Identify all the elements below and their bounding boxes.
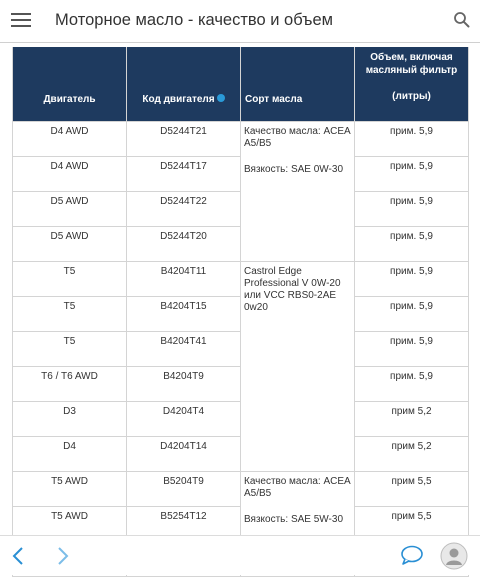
cell-engine: D4: [13, 437, 127, 472]
table-header-row: [13, 47, 469, 122]
column-header-engine-code: Код двигателя: [127, 47, 241, 122]
cell-engine: D4 AWD: [13, 157, 127, 192]
cell-engine-code: D5244T20: [127, 227, 241, 262]
globe-icon[interactable]: [217, 94, 225, 102]
cell-engine: T5 AWD: [13, 472, 127, 507]
cell-volume: прим 5,2: [355, 402, 469, 437]
cell-engine-code: B4204T11: [127, 262, 241, 297]
cell-engine-code: D5244T22: [127, 192, 241, 227]
cell-engine: T5: [13, 297, 127, 332]
cell-oil-grade: Castrol Edge Professional V 0W-20 или VCC RBS0-2AE 0w20: [241, 262, 355, 472]
cell-engine: T5: [13, 332, 127, 367]
cell-engine: T5: [13, 262, 127, 297]
column-header-volume: Объем, включая масляный фильтр (литры): [355, 47, 469, 122]
chevron-left-icon[interactable]: [10, 545, 26, 567]
cell-engine: D5 AWD: [13, 227, 127, 262]
cell-engine: D4 AWD: [13, 122, 127, 157]
user-avatar[interactable]: [440, 542, 468, 570]
cell-volume: прим. 5,9: [355, 367, 469, 402]
cell-engine-code: D5244T21: [127, 122, 241, 157]
cell-engine: D5 AWD: [13, 192, 127, 227]
bottom-nav-bar: [0, 535, 480, 575]
cell-engine-code: B4204T41: [127, 332, 241, 367]
table-row: [13, 122, 469, 157]
cell-volume: прим 5,2: [355, 437, 469, 472]
cell-volume: прим 5,5: [355, 472, 469, 507]
top-app-bar: [0, 0, 480, 43]
cell-engine-code: B5204T9: [127, 472, 241, 507]
cell-volume: прим. 5,9: [355, 332, 469, 367]
cell-oil-grade: Качество масла: ACEA A5/B5 Вязкость: SAE 5W-30: [241, 472, 355, 577]
oil-specs-table: [12, 47, 469, 577]
table-row: [13, 472, 469, 507]
speech-bubble-icon[interactable]: [400, 544, 424, 566]
cell-engine: D3: [13, 402, 127, 437]
page-title: Моторное масло - качество и объем: [55, 11, 333, 29]
cell-engine-code: D4204T4: [127, 402, 241, 437]
table-row: [13, 262, 469, 297]
cell-volume: прим. 5,9: [355, 192, 469, 227]
cell-engine-code: B4204T9: [127, 367, 241, 402]
cell-oil-grade: Качество масла: ACEA A5/B5 Вязкость: SAE 0W-30: [241, 122, 355, 262]
cell-engine: T6 / T6 AWD: [13, 367, 127, 402]
cell-volume: прим. 5,9: [355, 297, 469, 332]
column-header-oil-grade: Сорт масла: [241, 47, 355, 122]
cell-volume: прим. 5,9: [355, 262, 469, 297]
cell-engine: T5 AWD: [13, 507, 127, 542]
cell-engine-code: D4204T14: [127, 437, 241, 472]
chevron-right-icon[interactable]: [55, 545, 71, 567]
search-icon[interactable]: [453, 11, 471, 29]
cell-engine-code: B4204T15: [127, 297, 241, 332]
cell-volume: прим. 5,9: [355, 122, 469, 157]
cell-engine-code: B5254T12: [127, 507, 241, 542]
hamburger-menu-icon[interactable]: [11, 12, 31, 28]
cell-volume: прим 5,5: [355, 507, 469, 542]
column-header-engine: Двигатель: [13, 47, 127, 122]
cell-engine-code: D5244T17: [127, 157, 241, 192]
cell-volume: прим. 5,9: [355, 227, 469, 262]
cell-volume: прим. 5,9: [355, 157, 469, 192]
